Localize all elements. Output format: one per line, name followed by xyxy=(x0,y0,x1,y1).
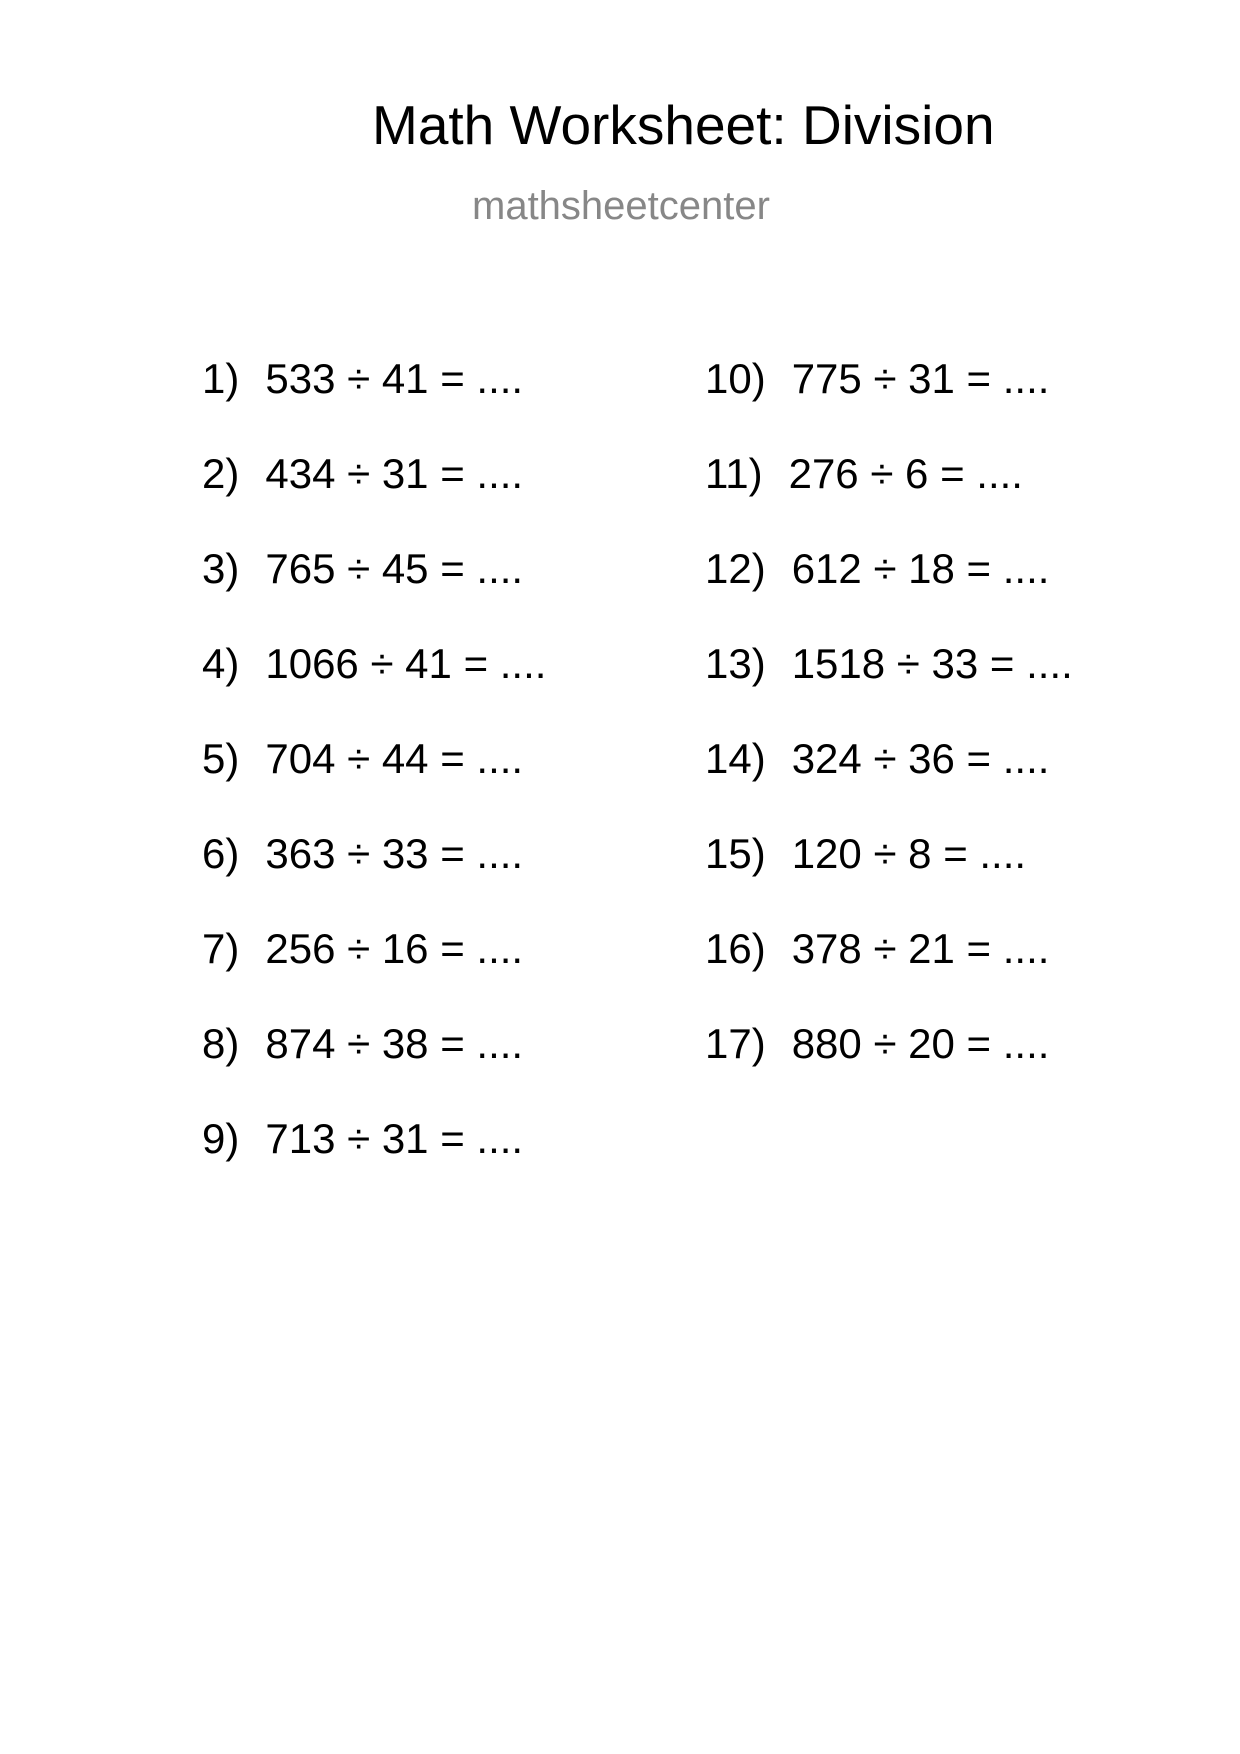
problem-9 xyxy=(202,1115,524,1162)
problem-expression: 533 ÷ 41 = .... xyxy=(265,355,524,402)
problem-6 xyxy=(202,830,524,877)
problem-number: 15) xyxy=(705,830,766,877)
problem-expression: 378 ÷ 21 = .... xyxy=(791,925,1050,972)
problem-17 xyxy=(705,1020,1050,1067)
problem-expression: 434 ÷ 31 = .... xyxy=(265,450,524,497)
problem-2 xyxy=(202,450,524,497)
problem-number: 5) xyxy=(202,735,240,782)
problem-number: 14) xyxy=(705,735,766,782)
problem-5 xyxy=(202,735,524,782)
problem-3 xyxy=(202,545,524,592)
problem-number: 2) xyxy=(202,450,240,497)
worksheet-title: Math Worksheet: Division xyxy=(372,94,995,156)
problem-10 xyxy=(705,355,1050,402)
problem-14 xyxy=(705,735,1050,782)
worksheet-source: mathsheetcenter xyxy=(472,184,770,228)
problem-number: 6) xyxy=(202,830,240,877)
problem-number: 12) xyxy=(705,545,766,592)
problem-number: 8) xyxy=(202,1020,240,1067)
problem-number: 4) xyxy=(202,640,240,687)
problem-1 xyxy=(202,355,524,402)
problem-expression: 612 ÷ 18 = .... xyxy=(791,545,1050,592)
problem-expression: 713 ÷ 31 = .... xyxy=(265,1115,524,1162)
problem-number: 1) xyxy=(202,355,240,402)
problem-8 xyxy=(202,1020,524,1067)
problem-number: 10) xyxy=(705,355,766,402)
problem-7 xyxy=(202,925,524,972)
problem-expression: 363 ÷ 33 = .... xyxy=(265,830,524,877)
problem-4 xyxy=(202,640,547,687)
problem-13 xyxy=(705,640,1073,687)
problem-11 xyxy=(705,450,1023,497)
problem-12 xyxy=(705,545,1050,592)
problem-number: 7) xyxy=(202,925,240,972)
problem-15 xyxy=(705,830,1027,877)
problem-expression: 704 ÷ 44 = .... xyxy=(265,735,524,782)
problem-expression: 276 ÷ 6 = .... xyxy=(788,450,1023,497)
problem-number: 11) xyxy=(705,450,763,497)
problem-expression: 765 ÷ 45 = .... xyxy=(265,545,524,592)
problem-expression: 874 ÷ 38 = .... xyxy=(265,1020,524,1067)
problem-expression: 1518 ÷ 33 = .... xyxy=(791,640,1073,687)
problem-number: 13) xyxy=(705,640,766,687)
problem-number: 17) xyxy=(705,1020,766,1067)
problem-expression: 775 ÷ 31 = .... xyxy=(791,355,1050,402)
problem-number: 16) xyxy=(705,925,766,972)
problem-expression: 1066 ÷ 41 = .... xyxy=(265,640,547,687)
problem-expression: 256 ÷ 16 = .... xyxy=(265,925,524,972)
problem-16 xyxy=(705,925,1050,972)
problem-expression: 120 ÷ 8 = .... xyxy=(791,830,1027,877)
problem-expression: 880 ÷ 20 = .... xyxy=(791,1020,1050,1067)
problem-expression: 324 ÷ 36 = .... xyxy=(791,735,1050,782)
problem-number: 3) xyxy=(202,545,240,592)
problem-number: 9) xyxy=(202,1115,240,1162)
